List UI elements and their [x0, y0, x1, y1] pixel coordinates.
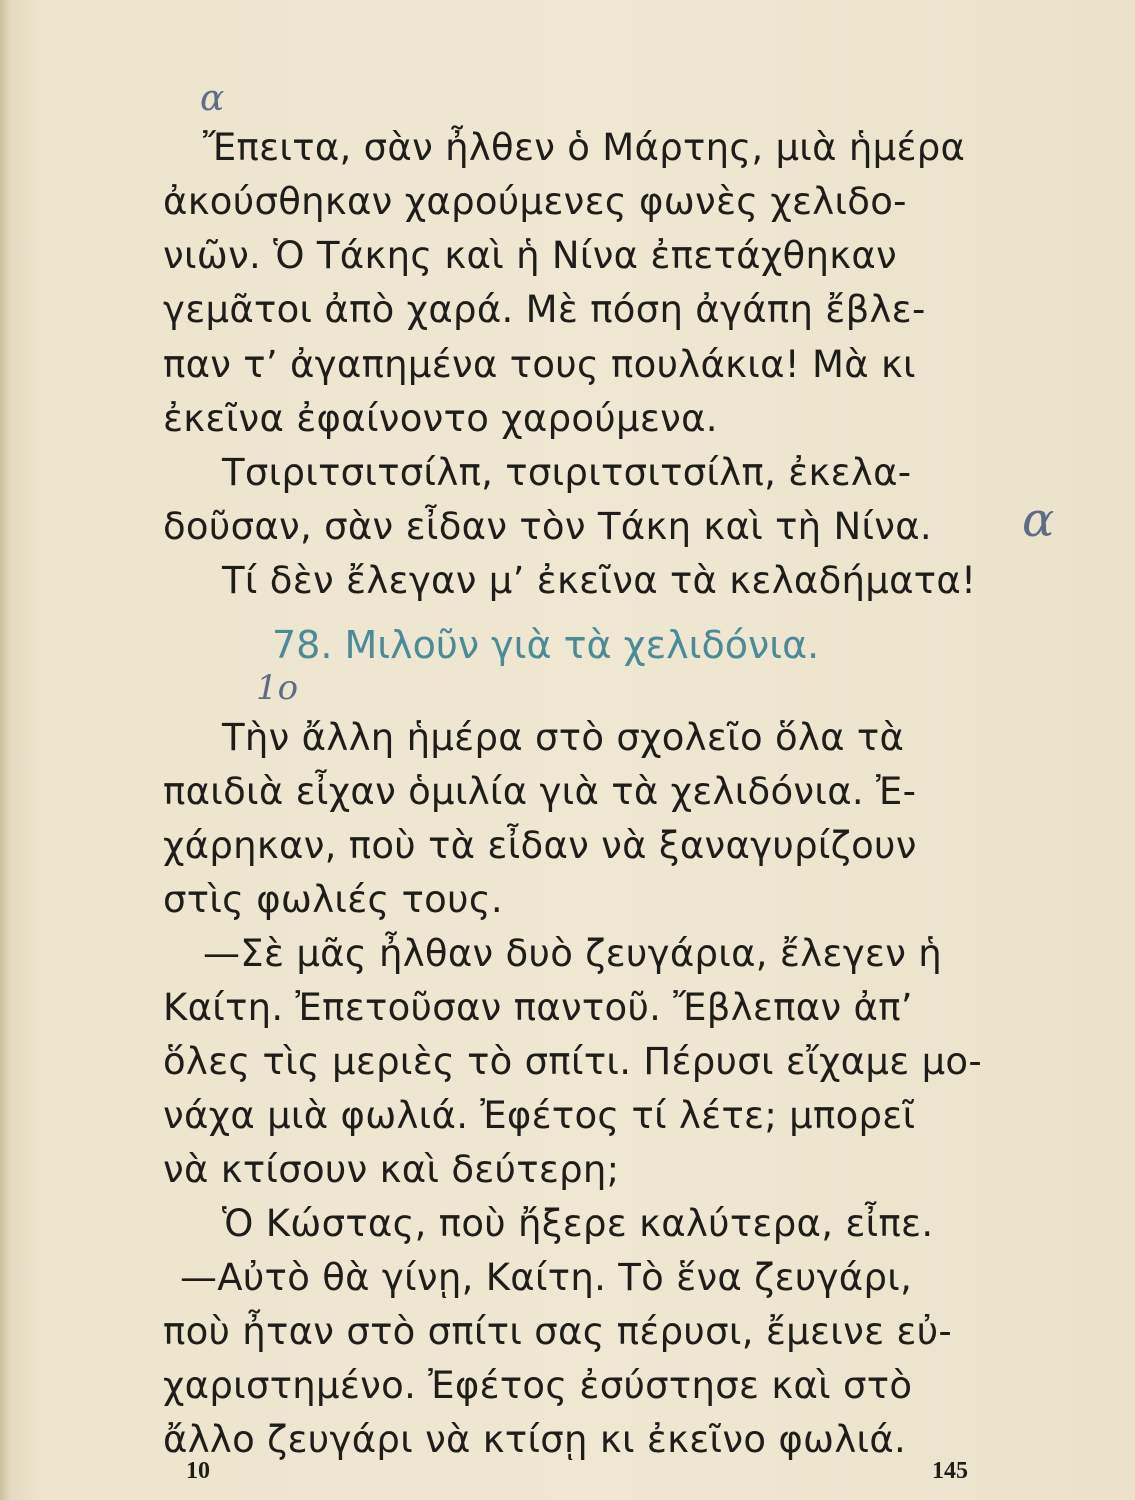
text-line: Τσιριτσιτσίλπ, τσιριτσιτσίλπ, ἐκελα-: [222, 451, 912, 494]
handwritten-mark-top: α: [200, 78, 225, 119]
handwritten-mark-heading: 1o: [256, 668, 299, 708]
text-line: νιῶν. Ὁ Τάκης καὶ ἡ Νίνα ἐπετάχθηκαν: [163, 234, 897, 277]
section-heading: 78. Μιλοῦν γιὰ τὰ χελιδόνια.: [272, 623, 820, 667]
text-line: Τὴν ἄλλη ἡμέρα στὸ σχολεῖο ὅλα τὰ: [222, 716, 905, 759]
text-line: ποὺ ἦταν στὸ σπίτι σας πέρυσι, ἔμεινε εὐ-: [163, 1310, 953, 1353]
text-line: γεμᾶτοι ἀπὸ χαρά. Μὲ πόση ἀγάπη ἔβλε-: [163, 288, 926, 331]
text-line: χαριστημένο. Ἐφέτος ἐσύστησε καὶ στὸ: [163, 1364, 913, 1407]
page-number: 145: [932, 1458, 968, 1484]
text-line: νάχα μιὰ φωλιά. Ἐφέτος τί λέτε; μπορεῖ: [163, 1094, 916, 1137]
text-line: χάρηκαν, ποὺ τὰ εἶδαν νὰ ξαναγυρίζουν: [163, 824, 917, 867]
text-line: ἐκεῖνα ἐφαίνοντο χαρούμενα.: [163, 397, 718, 440]
text-line: —Σὲ μᾶς ἦλθαν δυὸ ζευγάρια, ἔλεγεν ἡ: [203, 932, 943, 975]
text-line: ἄλλο ζευγάρι νὰ κτίσῃ κι ἐκεῖνο φωλιά.: [163, 1418, 907, 1461]
binding-edge: [0, 0, 10, 1500]
text-line: παν τ’ ἀγαπημένα τους πουλάκια! Μὰ κι: [163, 343, 916, 386]
text-line: ὅλες τὶς μεριὲς τὸ σπίτι. Πέρυσι εἴχαμε μο-: [163, 1040, 983, 1083]
text-line: Ἔπειτα, σὰν ἦλθεν ὁ Μάρτης, μιὰ ἡμέρα: [203, 126, 966, 169]
text-line: δοῦσαν, σὰν εἶδαν τὸν Τάκη καὶ τὴ Νίνα.: [163, 505, 932, 548]
text-line: Τί δὲν ἔλεγαν μ’ ἐκεῖνα τὰ κελαδήματα!: [222, 559, 977, 602]
text-line: ἀκούσθηκαν χαρούμενες φωνὲς χελιδο-: [163, 180, 907, 223]
text-line: νὰ κτίσουν καὶ δεύτερη;: [163, 1148, 620, 1191]
text-line: Ὁ Κώστας, ποὺ ἤξερε καλύτερα, εἶπε.: [222, 1202, 934, 1245]
text-line: παιδιὰ εἶχαν ὁμιλία γιὰ τὰ χελιδόνια. Ἐ-: [163, 770, 917, 813]
text-line: Καίτη. Ἐπετοῦσαν παντοῦ. Ἔβλεπαν ἀπ’: [163, 986, 913, 1029]
handwritten-mark-right: α: [1022, 492, 1055, 548]
text-line: —Αὐτὸ θὰ γίνῃ, Καίτη. Τὸ ἕνα ζευγάρι,: [180, 1256, 913, 1299]
signature-mark: 10: [186, 1458, 210, 1484]
text-line: στὶς φωλιές τους.: [163, 878, 503, 921]
